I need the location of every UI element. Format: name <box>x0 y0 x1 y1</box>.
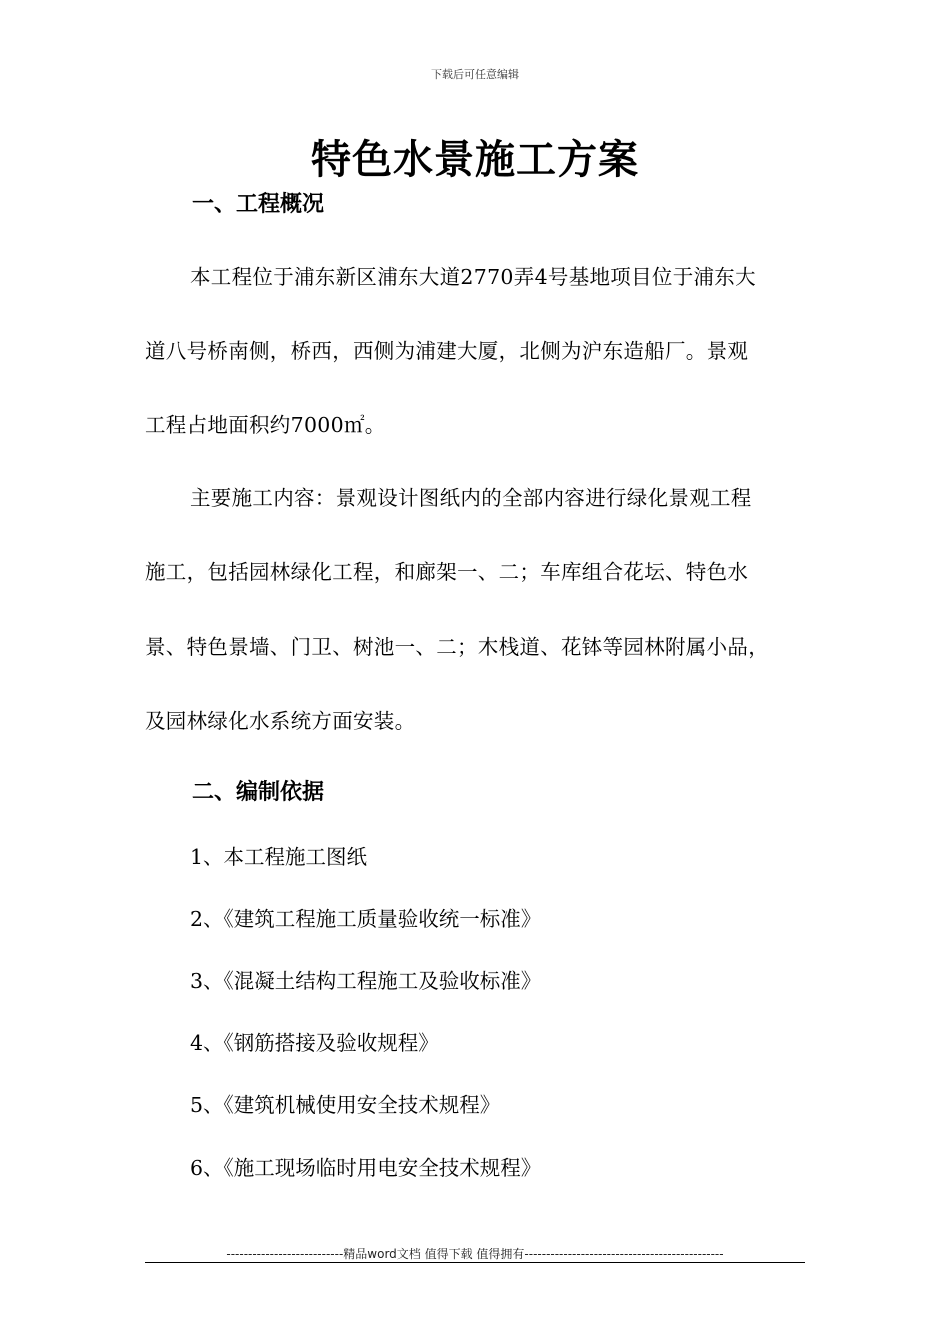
footer-text: ---------------------------精品word文档 值得下载 值得拥有---------------------------------------------- <box>226 1247 724 1261</box>
overview-paragraph-line: 道八号桥南侧，桥西，西侧为浦建大厦，北侧为沪东造船厂。景观 <box>145 339 749 363</box>
overview-paragraph-line: 工程占地面积约7000㎡。 <box>145 413 386 437</box>
overview-paragraph-line: 本工程位于浦东新区浦东大道2770弄4号基地项目位于浦东大 <box>190 265 756 289</box>
basis-list-item: 2、《建筑工程施工质量验收统一标准》 <box>190 907 542 931</box>
scope-paragraph-line: 施工，包括园林绿化工程，和廊架一、二；车库组合花坛、特色水 <box>145 560 749 584</box>
basis-list-item: 4、《钢筋搭接及验收规程》 <box>190 1031 439 1055</box>
scope-paragraph-line: 及园林绿化水系统方面安装。 <box>145 709 416 733</box>
scope-paragraph-line: 主要施工内容：景观设计图纸内的全部内容进行绿化景观工程 <box>190 486 752 510</box>
section-heading-basis: 二、编制依据 <box>192 779 325 805</box>
document-title: 特色水景施工方案 <box>311 136 639 183</box>
basis-list-item: 1、本工程施工图纸 <box>190 845 368 869</box>
basis-list-item: 3、《混凝土结构工程施工及验收标准》 <box>190 969 542 993</box>
basis-list-item: 6、《施工现场临时用电安全技术规程》 <box>190 1156 542 1180</box>
header-note: 下载后可任意编辑 <box>431 68 519 81</box>
section-heading-overview: 一、工程概况 <box>192 191 325 217</box>
basis-list-item: 5、《建筑机械使用安全技术规程》 <box>190 1093 501 1117</box>
scope-paragraph-line: 景、特色景墙、门卫、树池一、二；木栈道、花钵等园林附属小品， <box>145 635 769 659</box>
footer-rule <box>145 1262 805 1263</box>
